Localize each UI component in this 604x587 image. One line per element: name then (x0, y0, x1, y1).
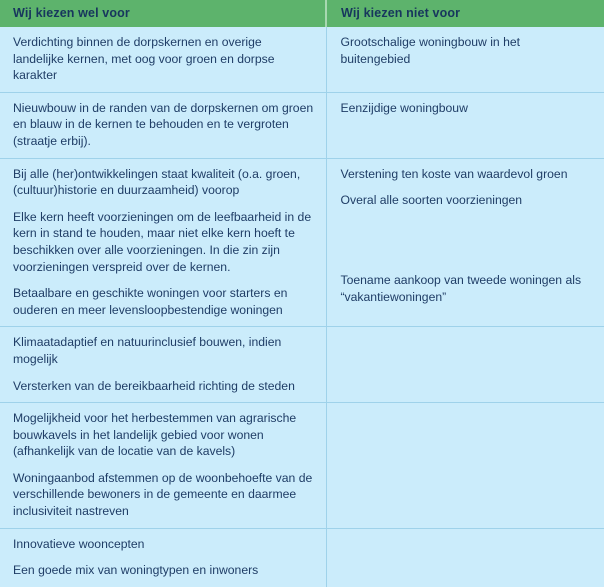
column-header-wel-voor: Wij kiezen wel voor (0, 0, 326, 27)
cell-wel-voor (0, 158, 326, 327)
table-header-row (0, 0, 604, 27)
cell-paragraph: Elke kern heeft voorzieningen om de leefbaarheid in de kern in stand te houden, maar niet elke kern hoeft te beschikken over alle voorzieningen. In die zin zijn voorzieningen verspreid over de kernen. (13, 209, 312, 274)
table-row (0, 528, 604, 587)
table-row (0, 27, 604, 92)
cell-niet-voor (326, 158, 604, 327)
column-header-niet-voor: Wij kiezen niet voor (326, 0, 604, 27)
table-row (0, 158, 604, 327)
cell-paragraph: Betaalbare en geschikte woningen voor starters en ouderen en meer levensloopbestendige woningen (13, 286, 288, 317)
cell-wel-voor (0, 528, 326, 587)
cell-paragraph: Innovatieve wooncepten (13, 536, 145, 551)
cell-wel-voor (0, 27, 326, 92)
table-row (0, 92, 604, 158)
cell-niet-voor (326, 528, 604, 587)
cell-paragraph: Mogelijkheid voor het herbestemmen van agrarische bouwkavels in het landelijk gebied voor wonen (afhankelijk van de locatie van de kavels) (13, 411, 297, 459)
cell-paragraph: Verstening ten koste van waardevol groen (340, 166, 568, 181)
cell-paragraph: Toename aankoop van tweede woningen als “vakantiewoningen” (340, 272, 582, 304)
cell-wel-voor (0, 403, 326, 529)
table-header (0, 0, 604, 27)
cell-paragraph: Verdichting binnen de dorpskernen en overige landelijke kernen, met oog voor groen en dorpse karakter (13, 35, 275, 83)
cell-paragraph: Woningaanbod afstemmen op de woonbehoefte van de verschillende bewoners in de gemeente en daarmee inclusiviteit nastreven (13, 470, 313, 519)
cell-paragraph: Een goede mix van woningtypen en inwoners (13, 563, 259, 578)
table-row (0, 403, 604, 529)
cell-niet-voor (326, 27, 604, 92)
cell-paragraph: Grootschalige woningbouw in het buitengebied (340, 35, 521, 66)
cell-niet-voor (326, 92, 604, 158)
table-row (0, 327, 604, 403)
cell-wel-voor (0, 92, 326, 158)
cell-paragraph: Klimaatadaptief en natuurinclusief bouwen, indien mogelijk (13, 335, 282, 366)
cell-niet-voor (326, 403, 604, 529)
cell-paragraph: Overal alle soorten voorzieningen (340, 193, 523, 208)
cell-paragraph: Bij alle (her)ontwikkelingen staat kwaliteit (o.a. groen, (cultuur)historie en duurzaamheid) voorop (13, 166, 301, 198)
cell-wel-voor (0, 327, 326, 403)
cell-paragraph: Eenzijdige woningbouw (340, 100, 468, 115)
cell-paragraph: Versterken van de bereikbaarheid richting de steden (13, 378, 295, 393)
cell-niet-voor (326, 327, 604, 403)
cell-paragraph: Nieuwbouw in de randen van de dorpskernen om groen en blauw in de kernen te behouden en te vergroten (straatje erbij). (13, 100, 314, 148)
table-body (0, 27, 604, 587)
